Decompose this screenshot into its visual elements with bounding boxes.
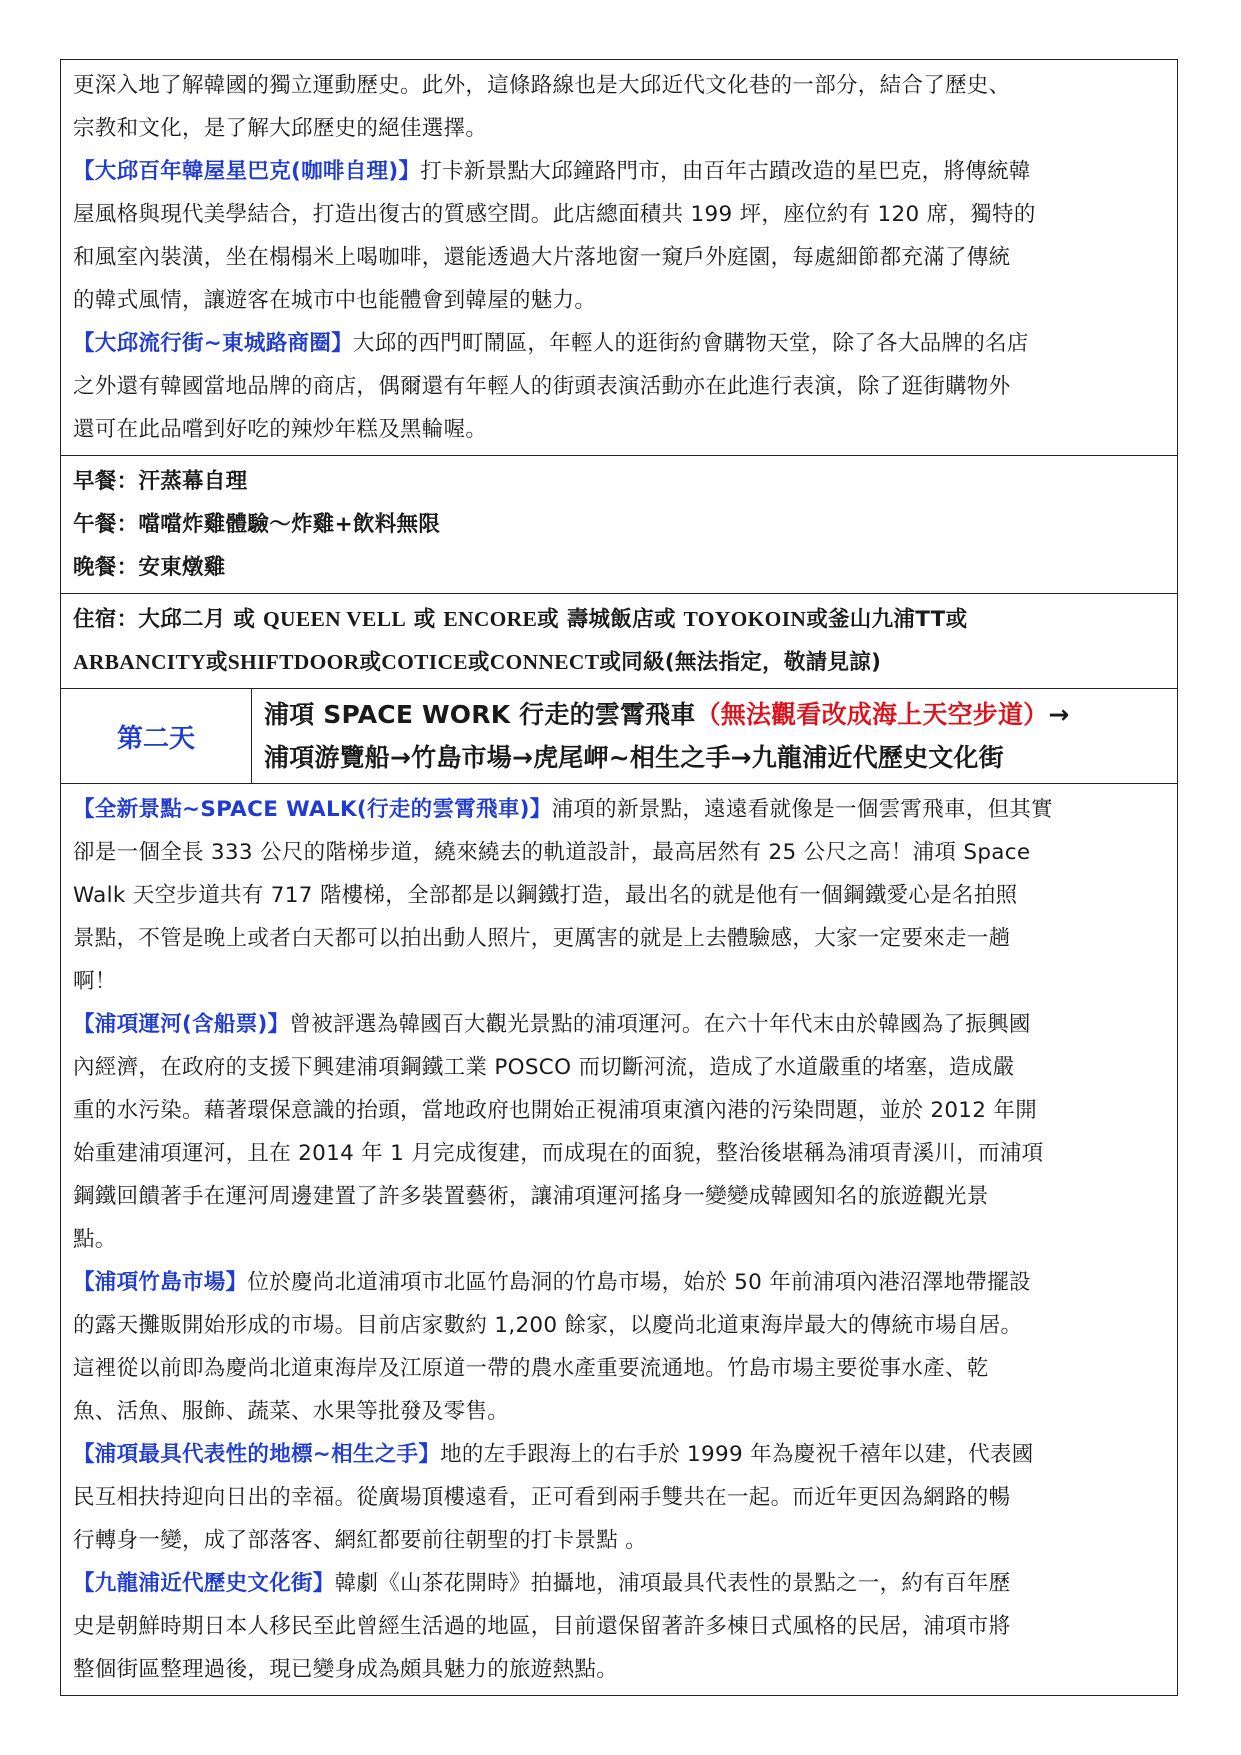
- day2-title-line-1: [264, 693, 1165, 736]
- hotel-name: ENCORE: [443, 607, 538, 631]
- hotel-name: CONNECT: [489, 650, 600, 674]
- hotel-or: 或: [225, 607, 263, 632]
- day2-title-line-2: 浦項游覽船→竹島市場→虎尾岬~相生之手→九龍浦近代歷史文化街: [264, 743, 1004, 772]
- hotel-name: SHIFTDOOR: [227, 650, 360, 674]
- hands-paragraph: [73, 1433, 1165, 1476]
- meals-cell: [61, 456, 1177, 594]
- day1-attractions-cell: [61, 60, 1177, 456]
- hands-title: 【浦項最具代表性的地標~相生之手】: [73, 1442, 441, 1467]
- hotel-note: 或同級(無法指定，敬請見諒): [599, 650, 882, 675]
- text-line: 之外還有韓國當地品牌的商店，偶爾還有年輕人的街頭表演活動亦在此進行表演，除了逛街購物外: [73, 374, 1011, 399]
- text-line: 的露天攤販開始形成的市場。目前店家數約 1,200 餘家，以慶尚北道東海岸最大的傳統市場自居。: [73, 1313, 1023, 1338]
- lunch-line: 午餐：噹噹炸雞體驗～炸雞+飲料無限: [73, 512, 441, 537]
- day2-title-text: 浦項 SPACE WORK 行走的雲霄飛車: [264, 700, 696, 729]
- starbucks-title: 【大邱百年韓屋星巴克(咖啡自理)】: [73, 159, 421, 184]
- text-line: 行轉身一變，成了部落客、網紅都要前往朝聖的打卡景點 。: [73, 1528, 647, 1553]
- text-line: 鋼鐵回饋著手在運河周邊建置了許多裝置藝術，讓浦項運河搖身一變變成韓國知名的旅遊觀光景: [73, 1184, 989, 1209]
- canal-title: 【浦項運河(含船票)】: [73, 1012, 290, 1037]
- hotel-name: QUEEN VELL: [262, 607, 406, 631]
- text-line: Walk 天空步道共有 717 階樓梯，全部都是以鋼鐵打造，最出名的就是他有一個鋼鐵愛心是名拍照: [73, 883, 1018, 908]
- text-line: 韓劇《山茶花開時》拍攝地，浦項最具代表性的景點之一，約有百年歷: [334, 1571, 1011, 1596]
- text-line: 位於慶尚北道浦項市北區竹島洞的竹島市場，始於 50 年前浦項內港沼澤地帶擺設: [247, 1270, 1031, 1295]
- text-line: 曾被評選為韓國百大觀光景點的浦項運河。在六十年代末由於韓國為了振興國: [289, 1012, 1031, 1037]
- text-line: 重的水污染。藉著環保意識的抬頭，當地政府也開始正視浦項東濱內港的污染問題，並於 2012 年開: [73, 1098, 1037, 1123]
- hotel-or: 或: [205, 650, 228, 675]
- guryongpo-paragraph: [73, 1562, 1165, 1605]
- hotel-or: 或 壽城飯店或: [537, 607, 684, 632]
- dinner-line: 晚餐：安東燉雞: [73, 555, 226, 580]
- day2-title-arrow: →: [1048, 700, 1070, 729]
- jukdo-title: 【浦項竹島市場】: [73, 1270, 248, 1295]
- text-line: 整個街區整理過後，現已變身成為頗具魅力的旅遊熱點。: [73, 1657, 619, 1682]
- text-line: 還可在此品嚐到好吃的辣炒年糕及黑輪喔。: [73, 417, 488, 442]
- canal-paragraph: [73, 1003, 1165, 1046]
- hotel-name: TOYOKOIN: [683, 607, 807, 631]
- text-line: 大邱的西門町鬧區，年輕人的逛街約會購物天堂，除了各大品牌的名店: [352, 331, 1029, 356]
- hotel-or: 或: [359, 650, 382, 675]
- hotel-cell: [61, 594, 1177, 689]
- text-line: 地的左手跟海上的右手於 1999 年為慶祝千禧年以建，代表國: [440, 1442, 1034, 1467]
- hotel-line-1: [73, 598, 1165, 641]
- hotel-or: 或: [467, 650, 490, 675]
- intro-line: 更深入地了解韓國的獨立運動歷史。此外，這條路線也是大邱近代文化巷的一部分，結合了歷史、: [73, 73, 1011, 98]
- spacewalk-title: 【全新景點~SPACE WALK(行走的雲霄飛車)】: [73, 797, 552, 822]
- text-line: 和風室內裝潢，坐在榻榻米上喝咖啡，還能透過大片落地窗一窺戶外庭園，每處細節都充滿了傳統: [73, 245, 1011, 270]
- hotel-prefix: 住宿：大邱二月: [73, 607, 226, 632]
- intro-line: 宗教和文化，是了解大邱歷史的絕佳選擇。: [73, 116, 488, 141]
- breakfast-line: 早餐：汗蒸幕自理: [73, 469, 248, 494]
- text-line: 內經濟，在政府的支援下興建浦項鋼鐵工業 POSCO 而切斷河流，造成了水道嚴重的堵塞，造成嚴: [73, 1055, 1015, 1080]
- text-line: 屋風格與現代美學結合，打造出復古的質感空間。此店總面積共 199 坪，座位約有 120 席，獨特的: [73, 202, 1036, 227]
- hotel-or: 或: [405, 607, 444, 632]
- day2-header-row: [61, 689, 1177, 784]
- starbucks-paragraph: [73, 150, 1165, 193]
- text-line: 的韓式風情，讓遊客在城市中也能體會到韓屋的魅力。: [73, 288, 597, 313]
- hotel-or: 或釜山九浦TT或: [806, 607, 968, 632]
- text-line: 始重建浦項運河，且在 2014 年 1 月完成復建，而成現在的面貌，整治後堪稱為浦項青溪川，而浦項: [73, 1141, 1044, 1166]
- day2-title-note: （無法觀看改成海上天空步道）: [695, 700, 1049, 729]
- text-line: 魚、活魚、服飾、蔬菜、水果等批發及零售。: [73, 1399, 510, 1424]
- text-line: 點。: [73, 1227, 117, 1252]
- hotel-line-2: [73, 641, 1165, 684]
- hotel-name: COTICE: [381, 650, 468, 674]
- text-line: 民互相扶持迎向日出的幸福。從廣場頂樓遠看，正可看到兩手雙共在一起。而近年更因為網路的暢: [73, 1485, 1011, 1510]
- text-line: 浦項的新景點，遠遠看就像是一個雲霄飛車，但其實: [551, 797, 1053, 822]
- spacewalk-paragraph: [73, 788, 1165, 831]
- hotel-name: ARBANCITY: [73, 650, 206, 674]
- day2-title: [252, 689, 1177, 783]
- text-line: 史是朝鮮時期日本人移民至此曾經生活過的地區，目前還保留著許多棟日式風格的民居，浦項市將: [73, 1614, 1011, 1639]
- day2-attractions-cell: [61, 784, 1177, 1695]
- day2-label: 第二天: [61, 689, 252, 783]
- text-line: 打卡新景點大邱鐘路門市，由百年古蹟改造的星巴克，將傳統韓: [420, 159, 1031, 184]
- jukdo-paragraph: [73, 1261, 1165, 1304]
- text-line: 卻是一個全長 333 公尺的階梯步道，繞來繞去的軌道設計，最高居然有 25 公尺之高！浦項 Space: [73, 840, 1031, 865]
- guryongpo-title: 【九龍浦近代歷史文化街】: [73, 1571, 335, 1596]
- text-line: 這裡從以前即為慶尚北道東海岸及江原道一帶的農水產重要流通地。竹島市場主要從事水產、乾: [73, 1356, 989, 1381]
- text-line: 啊！: [73, 969, 117, 994]
- text-line: 景點，不管是晚上或者白天都可以拍出動人照片，更厲害的就是上去體驗感，大家一定要來走一趟: [73, 926, 1011, 951]
- dongseongro-paragraph: [73, 322, 1165, 365]
- dongseongro-title: 【大邱流行街~東城路商圈】: [73, 331, 353, 356]
- itinerary-table: [60, 59, 1178, 1696]
